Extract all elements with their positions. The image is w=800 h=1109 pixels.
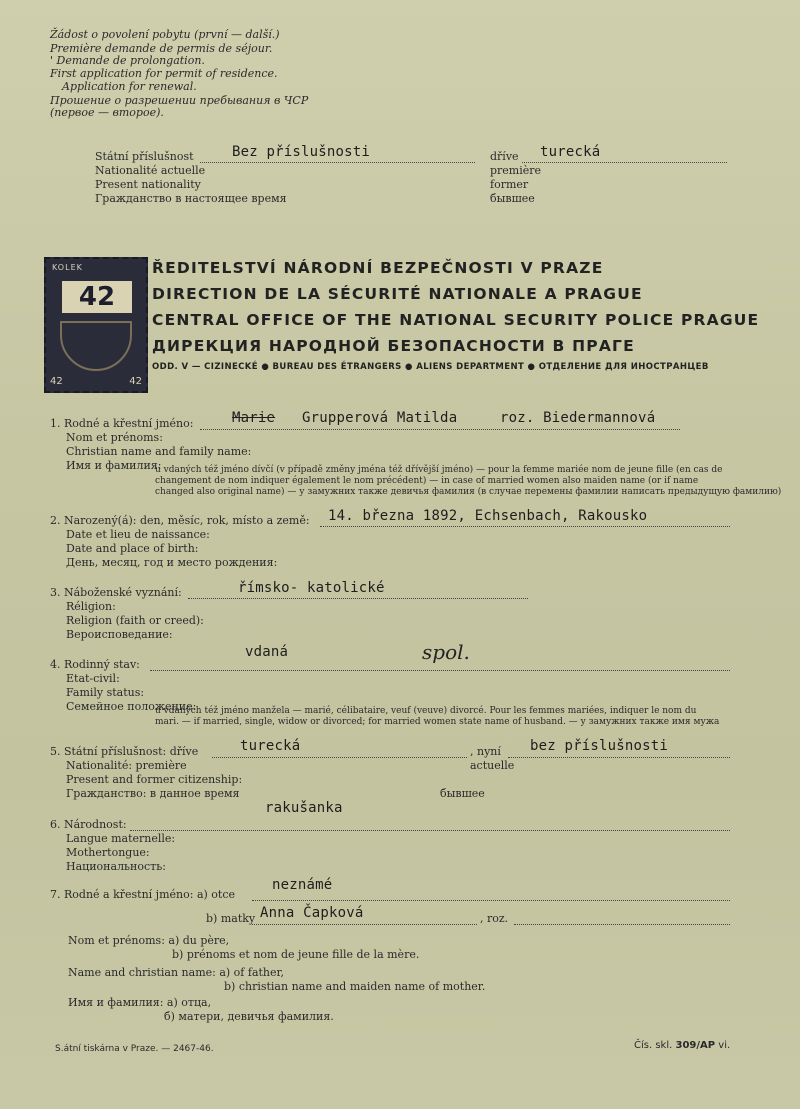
dotted-line xyxy=(200,162,475,163)
field7-en-b: b) christian name and maiden name of mother. xyxy=(224,980,486,993)
field1-value-maiden: roz. Biedermannová xyxy=(500,410,656,426)
stamp-bottom xyxy=(50,376,142,387)
field1-label-en: Christian name and family name: xyxy=(66,445,252,458)
form-number xyxy=(634,1040,730,1051)
field4-label-cz: 4. Rodinný stav: xyxy=(50,658,140,671)
field4-label-ru: Семейное положение: xyxy=(66,700,197,713)
field5-value-former: turecká xyxy=(240,738,301,754)
dotted-line xyxy=(188,598,528,599)
field1-label-ru: Имя и фамилия: xyxy=(66,459,162,472)
form-number-prefix: Čís. skl. xyxy=(634,1040,673,1051)
field7-mother-label: b) matky xyxy=(206,912,256,925)
dotted-line xyxy=(212,757,467,758)
dotted-line xyxy=(252,900,730,901)
header-cz: ŘEDITELSTVÍ NÁRODNÍ BEZPEČNOSTI V PRAZE xyxy=(152,259,604,277)
field5-label-fr: Nationalité: première xyxy=(66,759,187,772)
former-nationality-value: turecká xyxy=(540,144,601,160)
field6-label-en: Mothertongue: xyxy=(66,846,150,859)
present-nationality-label-cz: Státní příslušnost xyxy=(95,150,194,163)
field1-struck-value: Marie xyxy=(232,410,276,426)
field5-value-now: bez příslušnosti xyxy=(530,738,669,754)
field4-value: vdaná xyxy=(245,644,289,660)
field7-label-cz: 7. Rodné a křestní jméno: a) otce xyxy=(50,888,236,901)
former-label-en: former xyxy=(490,178,529,191)
dotted-line xyxy=(130,830,730,831)
field5-now-label-ru: бывшее xyxy=(440,787,485,800)
field3-label-ru: Вероисповедание: xyxy=(66,628,173,641)
form-number-value: 309/AP xyxy=(675,1040,716,1051)
field1-label-fr: Nom et prénoms: xyxy=(66,431,163,444)
dotted-line xyxy=(252,924,477,925)
field5-label-en: Present and former citizenship: xyxy=(66,773,243,786)
field2-label-en: Date and place of birth: xyxy=(66,542,199,555)
application-type-ru: Прошение о разрешении пребывания в ЧСР xyxy=(50,94,309,107)
field7-ru-a: Имя и фамилия: а) отца, xyxy=(68,996,212,1009)
field2-label-fr: Date et lieu de naissance: xyxy=(66,528,210,541)
field4-label-en: Family status: xyxy=(66,686,145,699)
field2-label-ru: День, месяц, год и место рождения: xyxy=(66,556,278,569)
department-line: ODD. V — CIZINECKÉ ● BUREAU DES ÉTRANGERS ● ALIENS DEPARTMENT ● ОТДЕЛЕНИЕ ДЛЯ ИНОСТРАНЦЕВ xyxy=(152,362,709,372)
field7-mother-value: Anna Čapková xyxy=(260,905,364,921)
field3-label-fr: Réligion: xyxy=(66,600,116,613)
field1-note-3: changed also original name) — у замужних также девичья фамилия (в случае перемены фамилии написать предыдущую фамилию) xyxy=(155,487,782,497)
present-nationality-label-fr: Nationalité actuelle xyxy=(95,164,206,177)
stamp-bottom-right: 42 xyxy=(129,376,142,387)
stamp-coat-of-arms-icon xyxy=(60,321,132,371)
application-type-cz: Žádost o povolení pobytu (první — další.) xyxy=(50,28,280,41)
field4-label-fr: Etat-civil: xyxy=(66,672,120,685)
application-type-en-renewal: Application for renewal. xyxy=(62,80,197,93)
field2-value: 14. března 1892, Echsenbach, Rakousko xyxy=(328,508,648,524)
field5-label-cz: 5. Státní příslušnost: dříve xyxy=(50,745,199,758)
present-nationality-value: Bez příslušnosti xyxy=(232,144,371,160)
printer-imprint: S.átní tiskárna v Praze. — 2467-46. xyxy=(55,1044,214,1054)
dotted-line xyxy=(200,429,680,430)
form-number-suffix: vi. xyxy=(718,1040,731,1051)
dotted-line xyxy=(514,924,730,925)
field7-fr-b: b) prénoms et nom de jeune fille de la mère. xyxy=(172,948,420,961)
field1-note-2: changement de nom indiquer également le nom précédent) — in case of married women also maiden name (or if name xyxy=(155,476,699,486)
field6-label-ru: Национальность: xyxy=(66,860,166,873)
field3-value: římsko- katolické xyxy=(238,580,385,596)
field5-label-ru: Гражданство: в данное время xyxy=(66,787,240,800)
field7-en-a: Name and christian name: a) of father, xyxy=(68,966,285,979)
stamp-bottom-left: 42 xyxy=(50,376,63,387)
field6-value: rakušanka xyxy=(265,800,343,816)
stamp-top-text: KOLEK xyxy=(52,263,83,272)
dotted-line xyxy=(320,526,730,527)
field3-label-en: Religion (faith or creed): xyxy=(66,614,204,627)
field4-note-1: u vdaných též jméno manžela — marié, célibataire, veuf (veuve) divorcé. Pour les femmes mariées, indiquer le nom du xyxy=(155,706,697,716)
application-type-ru-sub: (первое — второе). xyxy=(50,106,164,119)
header-ru: ДИРЕКЦИЯ НАРОДНОЙ БЕЗОПАСНОСТИ В ПРАГЕ xyxy=(152,337,635,355)
field1-value-name: Grupperová Matilda xyxy=(302,410,458,426)
field6-label-cz: 6. Národnost: xyxy=(50,818,127,831)
dotted-line xyxy=(522,162,727,163)
field1-label-cz: 1. Rodné a křestní jméno: xyxy=(50,417,194,430)
field1-note-1: u vdaných též jméno dívčí (v případě změny jména též dřívější jméno) — pour la femme mariée nom de jeune fille (en cas de xyxy=(155,465,723,475)
stamp-value: 42 xyxy=(62,281,132,313)
field5-now-label-cz: , nyní xyxy=(470,745,501,758)
field7-fr-a: Nom et prénoms: a) du père, xyxy=(68,934,230,947)
application-type-fr: Première demande de permis de séjour. xyxy=(50,42,273,55)
present-nationality-label-en: Present nationality xyxy=(95,178,201,191)
dotted-line xyxy=(508,757,730,758)
field2-label-cz: 2. Narozený(á): den, měsíc, rok, místo a země: xyxy=(50,514,310,527)
dotted-line xyxy=(150,670,730,671)
revenue-stamp xyxy=(44,257,148,393)
field6-label-fr: Langue maternelle: xyxy=(66,832,176,845)
header-fr: DIRECTION DE LA SÉCURITÉ NATIONALE A PRAGUE xyxy=(152,285,643,303)
field4-handwritten-note: spol. xyxy=(422,640,470,664)
field5-now-label-fr: actuelle xyxy=(470,759,515,772)
former-label-ru: бывшее xyxy=(490,192,535,205)
former-label-cz: dříve xyxy=(490,150,519,163)
field7-ru-b: б) матери, девичья фамилия. xyxy=(164,1010,334,1023)
header-en: CENTRAL OFFICE OF THE NATIONAL SECURITY POLICE PRAGUE xyxy=(152,311,760,329)
former-label-fr: première xyxy=(490,164,542,177)
field3-label-cz: 3. Náboženské vyznání: xyxy=(50,586,182,599)
application-type-fr-renewal: ' Demande de prolongation. xyxy=(50,54,205,67)
field4-note-2: mari. — if married, single, widow or divorced; for married women state name of husband. — у замужних также имя мужа xyxy=(155,717,720,727)
application-type-en: First application for permit of residence. xyxy=(50,67,278,80)
field7-roz-label: , roz. xyxy=(480,912,509,925)
present-nationality-label-ru: Гражданство в настоящее время xyxy=(95,192,287,205)
field7-father-value: neznámé xyxy=(272,877,333,893)
